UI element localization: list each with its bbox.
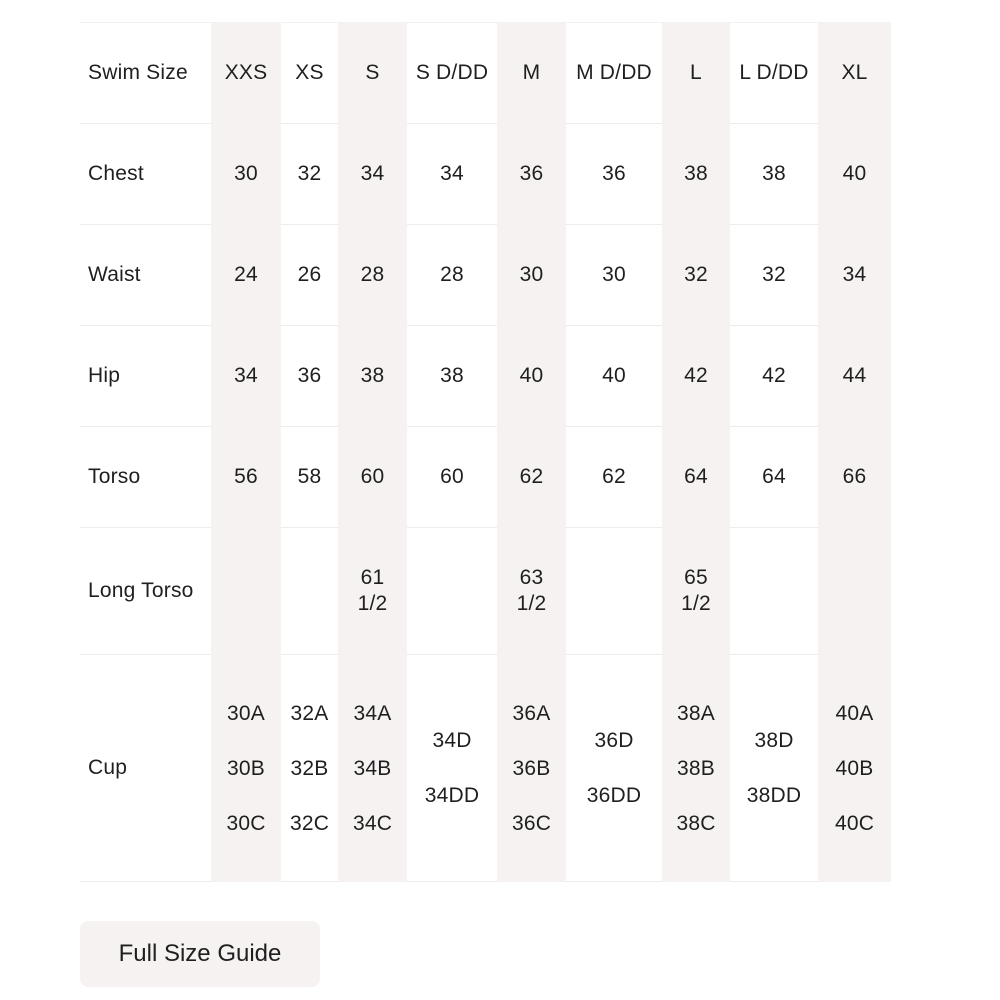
cup-size-value: 38D <box>754 729 794 752</box>
cup-size-value: 36B <box>512 756 551 780</box>
table-cell <box>338 427 407 528</box>
table-cell <box>818 528 891 655</box>
table-cell <box>730 326 818 427</box>
cell-value: 38 <box>762 162 786 185</box>
table-cell <box>818 225 891 326</box>
cell-value: 34 <box>360 162 385 185</box>
cup-cell <box>566 655 662 882</box>
cup-size-value: 38A <box>677 701 715 725</box>
cell-value: 42 <box>762 364 786 387</box>
cell-value: 44 <box>842 364 867 387</box>
cell-value: 63 1/2 <box>516 566 547 615</box>
cell-value: 30 <box>234 162 258 185</box>
table-cell <box>566 225 662 326</box>
size-column-header: XL <box>818 23 891 124</box>
table-cell <box>662 528 730 655</box>
cell-value: 38 <box>440 364 464 387</box>
table-cell <box>407 326 497 427</box>
table-cell <box>497 427 566 528</box>
cell-value: 32 <box>297 162 322 185</box>
size-column-header: L D/DD <box>730 23 818 124</box>
table-cell <box>730 225 818 326</box>
cell-value: 40 <box>602 364 626 387</box>
cell-value: 42 <box>684 364 708 387</box>
cup-size-value: 40C <box>834 811 875 835</box>
cup-size-value: 38DD <box>746 784 802 807</box>
table-cell <box>818 124 891 225</box>
cell-value: 36 <box>519 162 544 185</box>
table-cell <box>407 427 497 528</box>
row-label: Long Torso <box>80 528 211 655</box>
table-cell <box>338 124 407 225</box>
size-column-header: XS <box>281 23 338 124</box>
table-cell <box>407 225 497 326</box>
table-cell <box>730 528 818 655</box>
cup-size-value: 36C <box>511 811 552 835</box>
table-cell <box>497 326 566 427</box>
table-row <box>80 326 891 427</box>
cell-value: 34 <box>234 364 258 387</box>
row-label: Cup <box>80 655 211 882</box>
table-cell <box>211 225 281 326</box>
table-cell <box>730 427 818 528</box>
table-row-cup <box>80 655 891 882</box>
cup-size-value: 30B <box>227 756 265 780</box>
table-cell <box>211 326 281 427</box>
size-column-header: S <box>338 23 407 124</box>
cell-value: 30 <box>602 263 626 286</box>
cup-size-value: 32A <box>290 701 329 725</box>
table-cell <box>211 528 281 655</box>
cell-value: 38 <box>360 364 385 387</box>
cell-value: 34 <box>440 162 464 185</box>
cell-value: 24 <box>234 263 258 286</box>
cup-size-value: 30C <box>226 811 266 835</box>
cell-value: 64 <box>684 465 708 488</box>
table-row <box>80 124 891 225</box>
table-cell <box>211 427 281 528</box>
cell-value: 28 <box>360 263 385 286</box>
row-label: Waist <box>80 225 211 326</box>
row-label: Chest <box>80 124 211 225</box>
table-cell <box>211 124 281 225</box>
cup-cell <box>281 655 338 882</box>
table-cell <box>662 326 730 427</box>
cell-value: 26 <box>297 263 322 286</box>
cell-value: 28 <box>440 263 464 286</box>
cell-value: 36 <box>297 364 322 387</box>
size-column-header: XXS <box>211 23 281 124</box>
cell-value: 60 <box>440 465 464 488</box>
cell-value: 66 <box>842 465 867 488</box>
cup-size-value: 32C <box>289 811 330 835</box>
cup-cell <box>407 655 497 882</box>
table-cell <box>338 528 407 655</box>
cup-size-value: 34A <box>353 701 392 725</box>
table-row <box>80 225 891 326</box>
table-cell <box>818 326 891 427</box>
table-cell <box>662 225 730 326</box>
table-cell <box>281 225 338 326</box>
table-row <box>80 427 891 528</box>
table-header-row <box>80 23 891 124</box>
cup-cell <box>497 655 566 882</box>
cup-size-value: 40B <box>835 756 874 780</box>
table-cell <box>497 124 566 225</box>
table-cell <box>497 528 566 655</box>
cup-size-value: 38C <box>676 811 716 835</box>
cell-value: 40 <box>519 364 544 387</box>
cell-value: 56 <box>234 465 258 488</box>
full-size-guide-button[interactable]: Full Size Guide <box>80 921 320 987</box>
cell-value: 30 <box>519 263 544 286</box>
size-column-header: L <box>662 23 730 124</box>
cell-value: 64 <box>762 465 786 488</box>
cup-size-value: 34C <box>352 811 393 835</box>
cell-value: 36 <box>602 162 626 185</box>
size-column-header: S D/DD <box>407 23 497 124</box>
cup-size-value: 34D <box>432 729 472 752</box>
cup-cell <box>730 655 818 882</box>
cell-value: 32 <box>684 263 708 286</box>
cell-value: 60 <box>360 465 385 488</box>
cup-size-value: 40A <box>835 701 874 725</box>
cup-size-value: 30A <box>227 701 265 725</box>
table-cell <box>730 124 818 225</box>
cell-value: 62 <box>519 465 544 488</box>
table-cell <box>338 225 407 326</box>
cup-size-value: 32B <box>290 756 329 780</box>
table-cell <box>281 528 338 655</box>
cell-value: 65 1/2 <box>681 566 711 615</box>
row-label: Torso <box>80 427 211 528</box>
table-cell <box>407 528 497 655</box>
table-cell <box>281 124 338 225</box>
table-cell <box>281 427 338 528</box>
table-cell <box>407 124 497 225</box>
cup-cell <box>818 655 891 882</box>
size-column-header: M <box>497 23 566 124</box>
cup-size-value: 36DD <box>586 784 642 807</box>
cup-size-value: 36A <box>512 701 551 725</box>
table-cell <box>497 225 566 326</box>
table-cell <box>566 427 662 528</box>
row-label: Hip <box>80 326 211 427</box>
cell-value: 58 <box>297 465 322 488</box>
cup-size-value: 34B <box>353 756 392 780</box>
table-cell <box>281 326 338 427</box>
table-cell <box>338 326 407 427</box>
cup-size-value: 36D <box>594 729 634 752</box>
table-cell <box>662 427 730 528</box>
table-row <box>80 528 891 655</box>
table-cell <box>566 528 662 655</box>
cell-value: 32 <box>762 263 786 286</box>
size-column-header: M D/DD <box>566 23 662 124</box>
cup-size-value: 38B <box>677 756 715 780</box>
table-cell <box>818 427 891 528</box>
table-cell <box>566 124 662 225</box>
cell-value: 34 <box>842 263 867 286</box>
cell-value: 61 1/2 <box>357 566 388 615</box>
cell-value: 40 <box>842 162 867 185</box>
cell-value: 38 <box>684 162 708 185</box>
size-chart-table <box>80 22 891 882</box>
cell-value: 62 <box>602 465 626 488</box>
cup-cell <box>662 655 730 882</box>
table-cell <box>662 124 730 225</box>
cup-cell <box>338 655 407 882</box>
cup-cell <box>211 655 281 882</box>
cup-size-value: 34DD <box>424 784 480 807</box>
row-label: Swim Size <box>80 23 211 124</box>
table-cell <box>566 326 662 427</box>
